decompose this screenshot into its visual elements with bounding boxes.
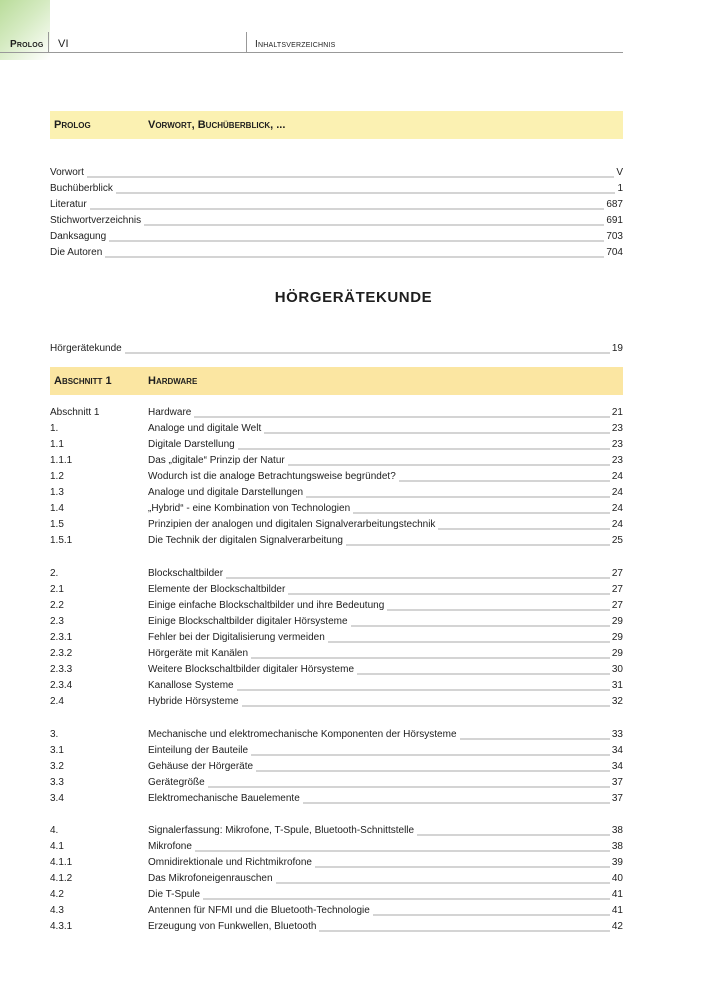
- toc-entry-title: Das „digitale“ Prinzip der Natur: [148, 455, 285, 466]
- toc-entry-page: 41: [611, 905, 623, 916]
- toc-entry-page: 30: [611, 664, 623, 675]
- toc-entry[interactable]: [50, 485, 623, 501]
- leader-dots: [387, 608, 610, 612]
- toc-entry-title: Digitale Darstellung: [148, 439, 235, 450]
- toc-entry[interactable]: [50, 566, 623, 582]
- leader-dots: [315, 865, 610, 869]
- toc-entry-page: 23: [611, 439, 623, 450]
- header-page-number: VI: [58, 38, 69, 50]
- toc-entry-page: 41: [611, 889, 623, 900]
- toc-entry[interactable]: [50, 517, 623, 533]
- toc-entry[interactable]: [50, 630, 623, 646]
- toc-entry-number: 1.1.1: [50, 455, 73, 466]
- toc-entry-title: Mikrofone: [148, 841, 192, 852]
- toc-entry-number: Abschnitt 1: [50, 407, 100, 418]
- toc-entry-title: Einige Blockschaltbilder digitaler Hörsysteme: [148, 616, 348, 627]
- toc-entry-page: 23: [611, 423, 623, 434]
- toc-entry[interactable]: [50, 469, 623, 485]
- toc-entry-title: Einteilung der Bauteile: [148, 745, 249, 756]
- leader-dots: [306, 495, 610, 499]
- prolog-bar: [50, 111, 623, 139]
- toc-entry-title: Omnidirektionale und Richtmikrofone: [148, 857, 312, 868]
- toc-entry[interactable]: [50, 727, 623, 743]
- toc-entry[interactable]: [50, 678, 623, 694]
- leader-dots: [353, 511, 610, 515]
- leader-dots: [87, 175, 614, 179]
- toc-entry[interactable]: [50, 743, 623, 759]
- toc-entry-title: Elektromechanische Bauelemente: [148, 793, 300, 804]
- toc-entry[interactable]: [50, 341, 623, 357]
- toc-entry-title: Elemente der Blockschaltbilder: [148, 584, 286, 595]
- toc-entry-page: 25: [611, 535, 623, 546]
- toc-entry[interactable]: [50, 197, 623, 213]
- toc-entry-title: Analoge und digitale Welt: [148, 423, 262, 434]
- header-title: Inhaltsverzeichnis: [255, 39, 336, 50]
- toc-entry-title: Gerätegröße: [148, 777, 205, 788]
- toc-entry-page: 27: [611, 568, 623, 579]
- toc-entry-page: 704: [606, 247, 623, 258]
- toc-entry[interactable]: [50, 614, 623, 630]
- toc-entry-page: 34: [611, 745, 623, 756]
- toc-entry-title: „Hybrid“ - eine Kombination von Technologien: [148, 503, 351, 514]
- toc-entry-number: 1.5.1: [50, 535, 73, 546]
- toc-entry-page: V: [616, 167, 623, 178]
- section-bar: [50, 367, 623, 395]
- toc-entry-title: Die Autoren: [50, 247, 103, 258]
- leader-dots: [125, 351, 610, 355]
- toc-entry-title: Mechanische und elektromechanische Komponenten der Hörsysteme: [148, 729, 457, 740]
- toc-entry-title: Literatur: [50, 199, 87, 210]
- toc-entry-page: 34: [611, 761, 623, 772]
- toc-entry-page: 31: [611, 680, 623, 691]
- toc-entry-page: 21: [611, 407, 623, 418]
- toc-entry-page: 691: [606, 215, 623, 226]
- toc-entry-title: Analoge und digitale Darstellungen: [148, 487, 304, 498]
- toc-entry-page: 24: [611, 487, 623, 498]
- prolog-bar-label: Prolog: [54, 119, 91, 131]
- leader-dots: [242, 704, 610, 708]
- toc-entry-number: 4.: [50, 825, 59, 836]
- main-title: HÖRGERÄTEKUNDE: [274, 289, 433, 306]
- prolog-bar-title: Vorwort, Buchüberblick, ...: [148, 119, 286, 131]
- leader-dots: [460, 737, 610, 741]
- toc-entry[interactable]: [50, 165, 623, 181]
- toc-entry[interactable]: [50, 823, 623, 839]
- leader-dots: [238, 447, 610, 451]
- toc-entry[interactable]: [50, 437, 623, 453]
- toc-entry-number: 4.3: [50, 905, 64, 916]
- leader-dots: [237, 688, 610, 692]
- toc-entry[interactable]: [50, 582, 623, 598]
- header-section: Prolog: [10, 39, 44, 50]
- toc-entry-title: Hardware: [148, 407, 192, 418]
- leader-dots: [319, 929, 609, 933]
- toc-entry-page: 39: [611, 857, 623, 868]
- toc-entry-page: 27: [611, 584, 623, 595]
- toc-entry-title: Kanallose Systeme: [148, 680, 234, 691]
- toc-entry-number: 2.: [50, 568, 59, 579]
- leader-dots: [90, 207, 605, 211]
- toc-entry-page: 703: [606, 231, 623, 242]
- section-bar-label: Abschnitt 1: [54, 375, 112, 387]
- toc-entry[interactable]: [50, 533, 623, 549]
- toc-entry-title: Hörgeräte mit Kanälen: [148, 648, 249, 659]
- toc-entry-page: 38: [611, 825, 623, 836]
- toc-entry-number: 4.1: [50, 841, 64, 852]
- leader-dots: [438, 527, 609, 531]
- toc-entry-number: 4.3.1: [50, 921, 73, 932]
- toc-entry-number: 2.3.2: [50, 648, 73, 659]
- toc-entry-page: 1: [617, 183, 623, 194]
- toc-entry-page: 27: [611, 600, 623, 611]
- toc-entry-page: 687: [606, 199, 623, 210]
- toc-entry-page: 37: [611, 777, 623, 788]
- toc-entry-title: Hybride Hörsysteme: [148, 696, 239, 707]
- toc-entry-number: 4.2: [50, 889, 64, 900]
- leader-dots: [288, 592, 610, 596]
- toc-entry[interactable]: [50, 775, 623, 791]
- toc-entry[interactable]: [50, 501, 623, 517]
- toc-entry-title: Wodurch ist die analoge Betrachtungsweise begründet?: [148, 471, 396, 482]
- toc-entry-title: Erzeugung von Funkwellen, Bluetooth: [148, 921, 317, 932]
- toc-entry-title: Antennen für NFMI und die Bluetooth-Technologie: [148, 905, 370, 916]
- leader-dots: [251, 656, 610, 660]
- toc-entry-number: 3.3: [50, 777, 64, 788]
- toc-entry-number: 2.4: [50, 696, 64, 707]
- leader-dots: [144, 223, 604, 227]
- leader-dots: [346, 543, 610, 547]
- toc-entry-number: 1.1: [50, 439, 64, 450]
- toc-entry-title: Einige einfache Blockschaltbilder und ihre Bedeutung: [148, 600, 385, 611]
- toc-entry[interactable]: [50, 903, 623, 919]
- toc-entry-title: Stichwortverzeichnis: [50, 215, 142, 226]
- toc-entry[interactable]: [50, 662, 623, 678]
- header-divider: [246, 32, 247, 52]
- toc-entry-title: Blockschaltbilder: [148, 568, 224, 579]
- leader-dots: [194, 415, 610, 419]
- toc-entry-page: 29: [611, 648, 623, 659]
- leader-dots: [264, 431, 610, 435]
- toc-entry-title: Hörgerätekunde: [50, 343, 122, 354]
- page-header: [0, 34, 623, 52]
- toc-entry-page: 38: [611, 841, 623, 852]
- leader-dots: [399, 479, 610, 483]
- toc-entry-page: 24: [611, 503, 623, 514]
- toc-entry[interactable]: [50, 421, 623, 437]
- toc-entry[interactable]: [50, 791, 623, 807]
- toc-entry-number: 2.3: [50, 616, 64, 627]
- toc-entry-page: 37: [611, 793, 623, 804]
- leader-dots: [195, 849, 610, 853]
- leader-dots: [303, 801, 610, 805]
- toc-entry-page: 23: [611, 455, 623, 466]
- toc-entry-number: 2.3.4: [50, 680, 73, 691]
- toc-entry-number: 3.: [50, 729, 59, 740]
- toc-entry[interactable]: [50, 646, 623, 662]
- toc-entry-number: 3.4: [50, 793, 64, 804]
- toc-entry-number: 4.1.1: [50, 857, 73, 868]
- leader-dots: [373, 913, 610, 917]
- header-rule: [0, 52, 623, 53]
- toc-entry-page: 24: [611, 471, 623, 482]
- leader-dots: [109, 239, 604, 243]
- toc-entry-number: 2.1: [50, 584, 64, 595]
- toc-entry-page: 19: [611, 343, 623, 354]
- toc-entry[interactable]: [50, 213, 623, 229]
- toc-entry-number: 1.: [50, 423, 59, 434]
- toc-entry[interactable]: [50, 887, 623, 903]
- toc-entry-page: 32: [611, 696, 623, 707]
- toc-entry-title: Danksagung: [50, 231, 107, 242]
- toc-entry-page: 29: [611, 632, 623, 643]
- toc-entry-title: Weitere Blockschaltbilder digitaler Hörsysteme: [148, 664, 355, 675]
- toc-entry-title: Die T-Spule: [148, 889, 201, 900]
- leader-dots: [251, 753, 610, 757]
- toc-entry-page: 40: [611, 873, 623, 884]
- leader-dots: [226, 576, 610, 580]
- toc-entry[interactable]: [50, 245, 623, 261]
- header-divider: [48, 32, 49, 52]
- leader-dots: [203, 897, 610, 901]
- toc-entry-number: 2.2: [50, 600, 64, 611]
- toc-entry[interactable]: [50, 229, 623, 245]
- leader-dots: [276, 881, 610, 885]
- toc-entry[interactable]: [50, 181, 623, 197]
- leader-dots: [351, 624, 610, 628]
- toc-entry-title: Buchüberblick: [50, 183, 113, 194]
- toc-entry-number: 1.3: [50, 487, 64, 498]
- toc-entry-title: Vorwort: [50, 167, 84, 178]
- toc-entry[interactable]: [50, 855, 623, 871]
- toc-entry-number: 3.2: [50, 761, 64, 772]
- leader-dots: [105, 255, 604, 259]
- toc-entry-title: Fehler bei der Digitalisierung vermeiden: [148, 632, 325, 643]
- toc-entry-number: 1.5: [50, 519, 64, 530]
- leader-dots: [256, 769, 610, 773]
- toc-entry-page: 29: [611, 616, 623, 627]
- toc-entry[interactable]: [50, 405, 623, 421]
- leader-dots: [208, 785, 610, 789]
- toc-entry-title: Signalerfassung: Mikrofone, T-Spule, Bluetooth-Schnittstelle: [148, 825, 415, 836]
- toc-entry-title: Prinzipien der analogen und digitalen Signalverarbeitungstechnik: [148, 519, 436, 530]
- leader-dots: [357, 672, 610, 676]
- toc-entry-title: Gehäuse der Hörgeräte: [148, 761, 254, 772]
- toc-entry[interactable]: [50, 839, 623, 855]
- leader-dots: [288, 463, 610, 467]
- leader-dots: [328, 640, 610, 644]
- toc-entry[interactable]: [50, 694, 623, 710]
- toc-entry-page: 42: [611, 921, 623, 932]
- section-bar-title: Hardware: [148, 375, 198, 387]
- toc-entry-number: 1.2: [50, 471, 64, 482]
- toc-entry-number: 3.1: [50, 745, 64, 756]
- toc-entry-number: 4.1.2: [50, 873, 73, 884]
- leader-dots: [417, 833, 610, 837]
- toc-entry[interactable]: [50, 919, 623, 935]
- toc-entry-title: Die Technik der digitalen Signalverarbeitung: [148, 535, 343, 546]
- toc-entry-title: Das Mikrofoneigenrauschen: [148, 873, 273, 884]
- toc-entry[interactable]: [50, 871, 623, 887]
- toc-entry[interactable]: [50, 759, 623, 775]
- toc-entry[interactable]: [50, 598, 623, 614]
- toc-entry-page: 33: [611, 729, 623, 740]
- toc-entry[interactable]: [50, 453, 623, 469]
- toc-entry-number: 1.4: [50, 503, 64, 514]
- toc-entry-page: 24: [611, 519, 623, 530]
- leader-dots: [116, 191, 616, 195]
- toc-entry-number: 2.3.1: [50, 632, 73, 643]
- toc-entry-number: 2.3.3: [50, 664, 73, 675]
